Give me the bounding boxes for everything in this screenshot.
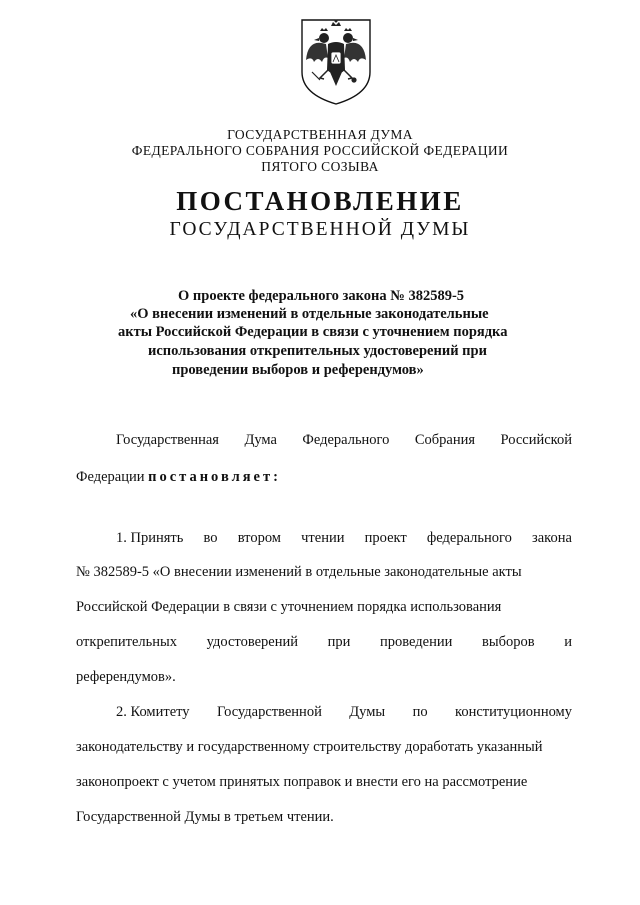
item2-line-2: законодательству и государственному строительству доработать указанный xyxy=(76,739,543,755)
item1-word: открепительных xyxy=(76,634,178,650)
item2-word: 2. Комитету xyxy=(116,704,190,720)
preamble-word: Российской xyxy=(500,432,572,448)
item1-line-2: № 382589-5 «О внесении изменений в отдельные законодательные акты xyxy=(76,564,522,580)
item2-line-3: законопроект с учетом принятых поправок и внести его на рассмотрение xyxy=(76,774,528,790)
preamble-word: Собрания xyxy=(414,432,476,448)
coat-of-arms-emblem xyxy=(296,16,376,106)
item1-word: и xyxy=(564,634,572,650)
preamble-word: Федерального xyxy=(302,432,390,448)
item1-word: проведении xyxy=(380,634,453,650)
item1-word: закона xyxy=(532,530,572,546)
item2-line-4: Государственной Думы в третьем чтении. xyxy=(76,809,334,825)
subject-line-1: О проекте федерального закона № 382589-5 xyxy=(178,288,465,304)
item2-word: Государственной xyxy=(216,704,322,720)
header-line-1: ГОСУДАРСТВЕННАЯ ДУМА xyxy=(227,127,413,142)
preamble-word: Государственная xyxy=(116,432,219,448)
item2-word: по xyxy=(412,704,428,720)
subject-line-2: «О внесении изменений в отдельные законодательные xyxy=(130,306,489,322)
item2-word: конституционному xyxy=(455,704,572,720)
header-line-2: ФЕДЕРАЛЬНОГО СОБРАНИЯ РОССИЙСКОЙ ФЕДЕРАЦИИ xyxy=(131,143,509,158)
item1-word: удостоверений xyxy=(206,634,298,650)
preamble-federation-word: Федерации xyxy=(76,469,145,485)
subject-line-5: проведении выборов и референдумов» xyxy=(172,362,424,378)
item1-line-5: референдумов». xyxy=(76,669,176,685)
item1-word: втором xyxy=(237,530,281,546)
item1-word: выборов xyxy=(482,634,535,650)
document-title: ПОСТАНОВЛЕНИЕ xyxy=(176,186,464,216)
preamble-word: Дума xyxy=(244,432,277,448)
double-headed-eagle-emblem-icon xyxy=(296,16,376,106)
item1-word: проект xyxy=(364,530,407,546)
resolves-word: постановляет: xyxy=(148,469,281,485)
subject-line-4: использования открепительных удостоверений при xyxy=(148,343,487,359)
item1-line-1 xyxy=(116,530,572,547)
item1-line-4 xyxy=(76,634,572,651)
preamble-line-1 xyxy=(116,432,572,449)
item2-word: Думы xyxy=(349,704,386,720)
item2-line-1 xyxy=(116,704,572,721)
preamble-line-2 xyxy=(76,469,572,486)
item1-word: во xyxy=(203,530,218,546)
item1-word: 1. Принять xyxy=(116,530,184,546)
item1-line-3: Российской Федерации в связи с уточнением порядка использования xyxy=(76,599,502,615)
item1-word: чтении xyxy=(301,530,345,546)
document-subtitle: ГОСУДАРСТВЕННОЙ ДУМЫ xyxy=(169,219,471,240)
subject-line-3: акты Российской Федерации в связи с уточнением порядка xyxy=(118,324,508,340)
header-line-3: ПЯТОГО СОЗЫВА xyxy=(261,159,379,174)
item1-word: при xyxy=(327,634,351,650)
item1-word: федерального xyxy=(426,530,512,546)
